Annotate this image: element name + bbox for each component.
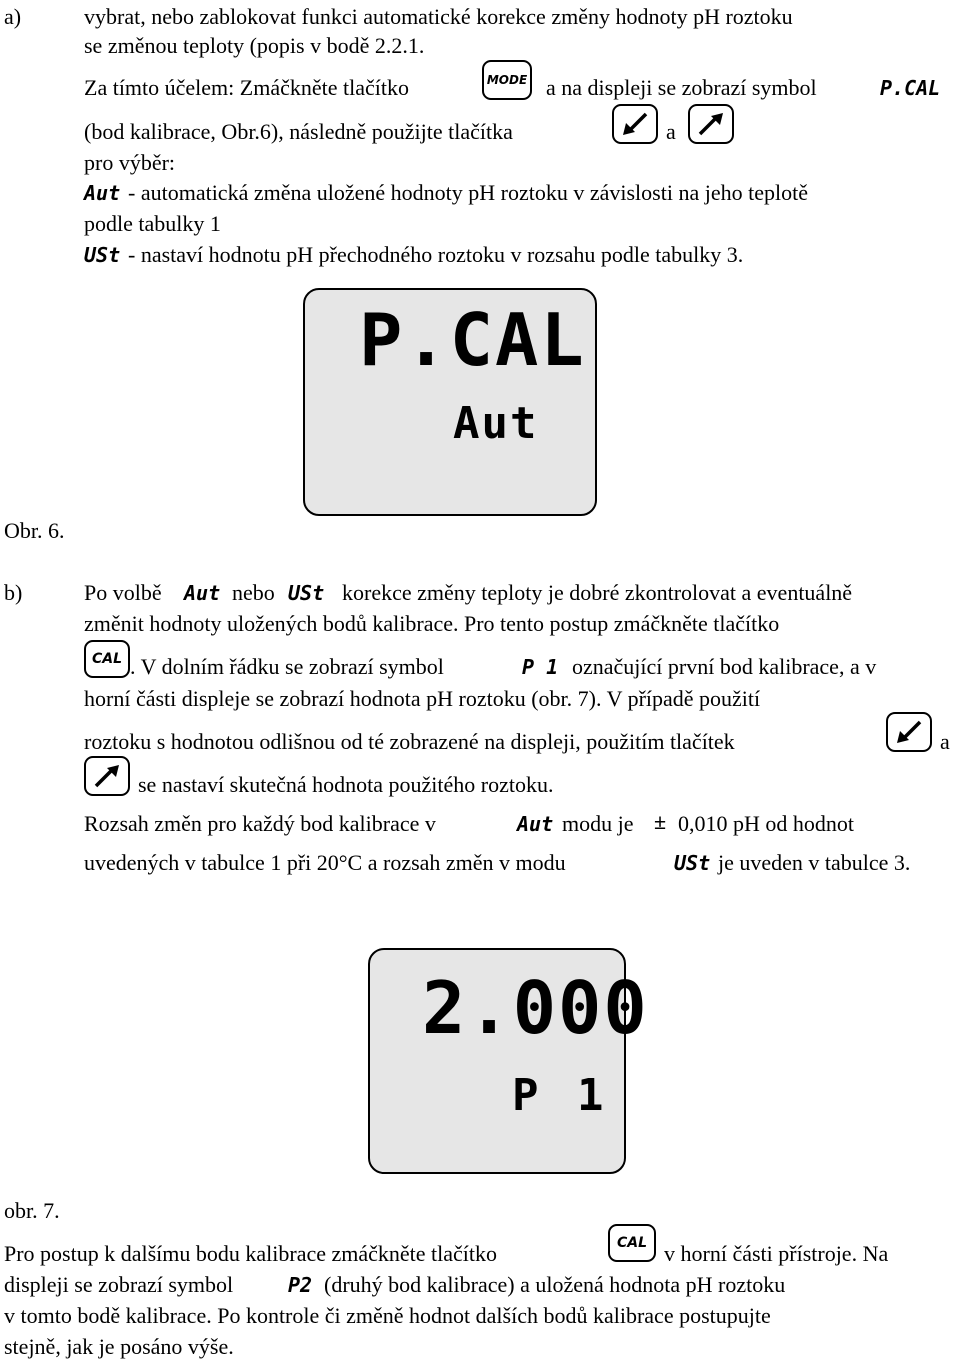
lcd-display-fig7 xyxy=(368,948,649,1174)
arrow-up-right-icon xyxy=(92,763,122,789)
lcd-bottom-symbol: Aut xyxy=(453,398,539,449)
section-b-l3-post: označující první bod kalibrace, a v xyxy=(572,654,877,679)
ust-symbol: USt xyxy=(288,581,325,605)
section-a-line2: se změnou teploty (popis v bodě 2.2.1. xyxy=(84,33,425,58)
arrow-down-left-icon xyxy=(894,719,924,745)
p2-symbol: P2 xyxy=(288,1273,313,1297)
cal-button xyxy=(608,1224,656,1262)
section-a-line1: vybrat, nebo zablokovat funkci automatické korekce změny hodnoty pH roztoku xyxy=(84,4,793,29)
section-c-l1-post: v horní části přístroje. Na xyxy=(664,1241,889,1266)
ust-symbol: USt xyxy=(84,243,121,267)
section-b-l1-pre: Po volbě xyxy=(84,580,162,605)
section-c-l2-post: (druhý bod kalibrace) a uložená hodnota pH roztoku xyxy=(324,1272,786,1297)
section-b-l7-post: 0,010 pH od hodnot xyxy=(678,811,854,836)
section-b-l1-mid: nebo xyxy=(232,580,275,605)
plus-minus-sign: ± xyxy=(654,809,667,834)
ust-symbol: USt xyxy=(674,851,711,875)
section-a-line4-and: a xyxy=(666,119,676,144)
down-button xyxy=(612,104,658,144)
mode-button xyxy=(482,60,532,100)
aut-description: - automatická změna uložené hodnoty pH roztoku v závislosti na jeho teplotě xyxy=(128,180,808,205)
section-b-l8-post: je uveden v tabulce 3. xyxy=(718,850,911,875)
cal-button-label: CAL xyxy=(91,651,123,667)
section-a-line5: pro výběr: xyxy=(84,150,176,175)
arrow-down-left-icon xyxy=(620,111,650,137)
section-b-l6: se nastaví skutečná hodnota použitého roztoku. xyxy=(138,772,554,797)
pcal-symbol: P.CAL xyxy=(880,76,941,100)
section-c-l3: v tomto bodě kalibrace. Po kontrole či změně hodnot dalších bodů kalibrace postupujte xyxy=(4,1303,771,1328)
ust-description: - nastaví hodnotu pH přechodného roztoku v rozsahu podle tabulky 3. xyxy=(128,242,744,267)
section-a-line3-mid: a na displeji se zobrazí symbol xyxy=(546,75,817,100)
aut-symbol: Aut xyxy=(84,181,121,205)
up-button xyxy=(688,104,734,144)
section-b-l3-pre: . V dolním řádku se zobrazí symbol xyxy=(130,654,444,679)
aut-symbol: Aut xyxy=(184,581,221,605)
figure6-caption: Obr. 6. xyxy=(4,518,65,543)
lcd-top-symbol: P.CAL xyxy=(359,298,586,382)
section-c-l2-pre: displeji se zobrazí symbol xyxy=(4,1272,234,1297)
up-button xyxy=(84,756,130,796)
section-b-l5: roztoku s hodnotou odlišnou od té zobrazené na displeji, použitím tlačítek xyxy=(84,729,735,754)
figure7-caption: obr. 7. xyxy=(4,1198,60,1223)
section-a-line4-pre: (bod kalibrace, Obr.6), následně použijte tlačítka xyxy=(84,119,513,144)
aut-description-2: podle tabulky 1 xyxy=(84,211,221,236)
mode-button-label: MODE xyxy=(486,73,528,87)
section-b-l7-pre: Rozsah změn pro každý bod kalibrace v xyxy=(84,811,436,836)
section-b-l2: změnit hodnoty uložených bodů kalibrace. Pro tento postup zmáčkněte tlačítko xyxy=(84,611,780,636)
arrow-up-right-icon xyxy=(696,111,726,137)
section-b-l7-mid: modu je xyxy=(562,811,634,836)
section-b-l4: horní části displeje se zobrazí hodnota pH roztoku (obr. 7). V případě použití xyxy=(84,686,761,711)
lcd-bottom-symbol: P 1 xyxy=(512,1070,610,1121)
section-a-line3-pre: Za tímto účelem: Zmáčkněte tlačítko xyxy=(84,75,409,100)
lcd-top-value: 2.000 xyxy=(422,966,649,1050)
down-button xyxy=(886,712,932,752)
cal-button xyxy=(84,640,130,678)
aut-symbol: Aut xyxy=(517,812,554,836)
section-b-marker: b) xyxy=(4,580,23,605)
cal-button-label: CAL xyxy=(616,1235,648,1251)
section-c-l1-pre: Pro postup k dalšímu bodu kalibrace zmáčkněte tlačítko xyxy=(4,1241,498,1266)
p1-symbol: P 1 xyxy=(522,655,559,679)
section-b-l1-post: korekce změny teploty je dobré zkontrolovat a eventuálně xyxy=(342,580,853,605)
section-b-l8-pre: uvedených v tabulce 1 při 20°C a rozsah změn v modu xyxy=(84,850,566,875)
section-a-marker: a) xyxy=(4,4,22,29)
lcd-display-fig6 xyxy=(303,288,597,516)
section-c-l4: stejně, jak je posáno výše. xyxy=(4,1334,234,1359)
section-b-l5-and: a xyxy=(940,729,950,754)
